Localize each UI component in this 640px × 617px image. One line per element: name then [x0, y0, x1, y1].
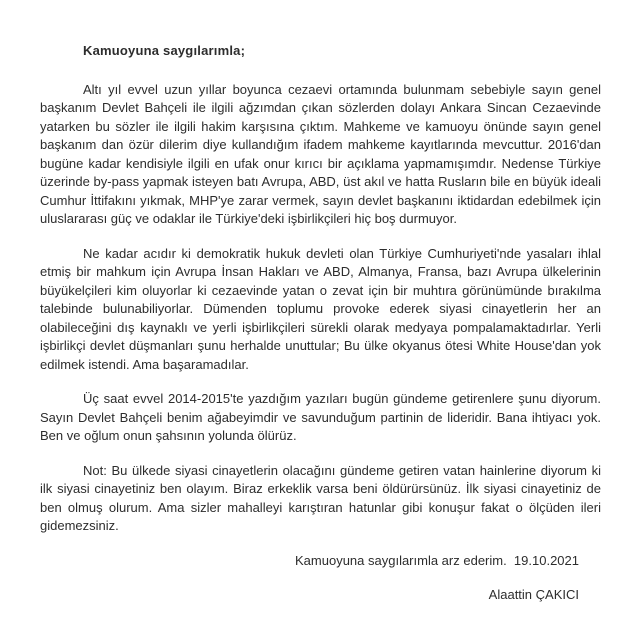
- statement-paragraph-4: Not: Bu ülkede siyasi cinayetlerin olacağını gündeme getiren vatan hainlerine diyorum ki ilk siyasi cinayetiniz ben olayım. Biraz erkeklik varsa beni öldürürsünüz. İlk siyasi cinayetiniz de ben olmuş olurum. Ama sizler mahalleyi karıştıran hatunlar gibi konuşur fakat o ölçüden ileri gidemezsiniz.: [40, 462, 601, 533]
- signature-line: Alaattin ÇAKICI: [488, 587, 579, 602]
- statement-heading: Kamuoyuna saygılarımla;: [83, 43, 246, 58]
- statement-paragraph-1: Altı yıl evvel uzun yıllar boyunca cezaevi ortamında bulunmam sebebiyle sayın genel başkanım Devlet Bahçeli ile ilgili ağzımdan çıkan sözlerden dolayı Ankara Sincan Cezaevinde yatarken bu sözler ile ilgili hakim karşısına çıktım. Mahkeme ve kamuoyu önünde sayın genel başkanım dan özür dilerim diye kullandığım ifadem mahkeme kayıtlarında mevcuttur. 2016'dan bugüne kadar kendisiyle ilgili en ufak onur kırıcı bir açıklama yapmamışımdır. Nedense Türkiye üzerinde by-pass yapmak isteyen batı Avrupa, ABD, üst akıl ve hatta Rusların bile en büyük ideali Cumhur İttifakını yıkmak, MHP'ye zarar vermek, sayın devlet başkanını iktidardan edebilmek için uluslararası güç ve odaklar ile Türkiye'deki işbirlikçileri hiç boş durmuyor.: [40, 81, 601, 226]
- statement-content: [40, 42, 601, 605]
- closing-line: Kamuoyuna saygılarımla arz ederim. 19.10.2021: [295, 552, 579, 568]
- statement-paragraph-2: Ne kadar acıdır ki demokratik hukuk devleti olan Türkiye Cumhuriyeti'nde yasaları ihlal etmiş bir mahkum için Avrupa İnsan Hakları ve ABD, Almanya, Fransa, bazı Avrupa ülkelerinin büyükelçileri kim oluyorlar ki cezaevinde yatan o zevat için bir muhtıra görünümünde bırakılma talebinde bulunabiliyorlar. Dümenden toplumu provoke ederek siyasi cinayetlerin her an olabileceğini dış kaynaklı ve yerli işbirlikçileri sürekli olarak medyaya pompalamaktadırlar. Yerli işbirlikçi devlet düşmanları şunu herhalde unuttular; Bu ülke okyanus ötesi White House'dan yok edilmek istendi. Ama başaramadılar.: [40, 245, 601, 372]
- statement-paragraph-3: Üç saat evvel 2014-2015'te yazdığım yazıları bugün gündeme getirenlere şunu diyorum. Sayın Devlet Bahçeli benim ağabeyimdir ve savunduğum partinin de lideridir. Bana ihtiyacı yok. Ben ve oğlum onun şahsının yolunda ölürüz.: [40, 391, 601, 443]
